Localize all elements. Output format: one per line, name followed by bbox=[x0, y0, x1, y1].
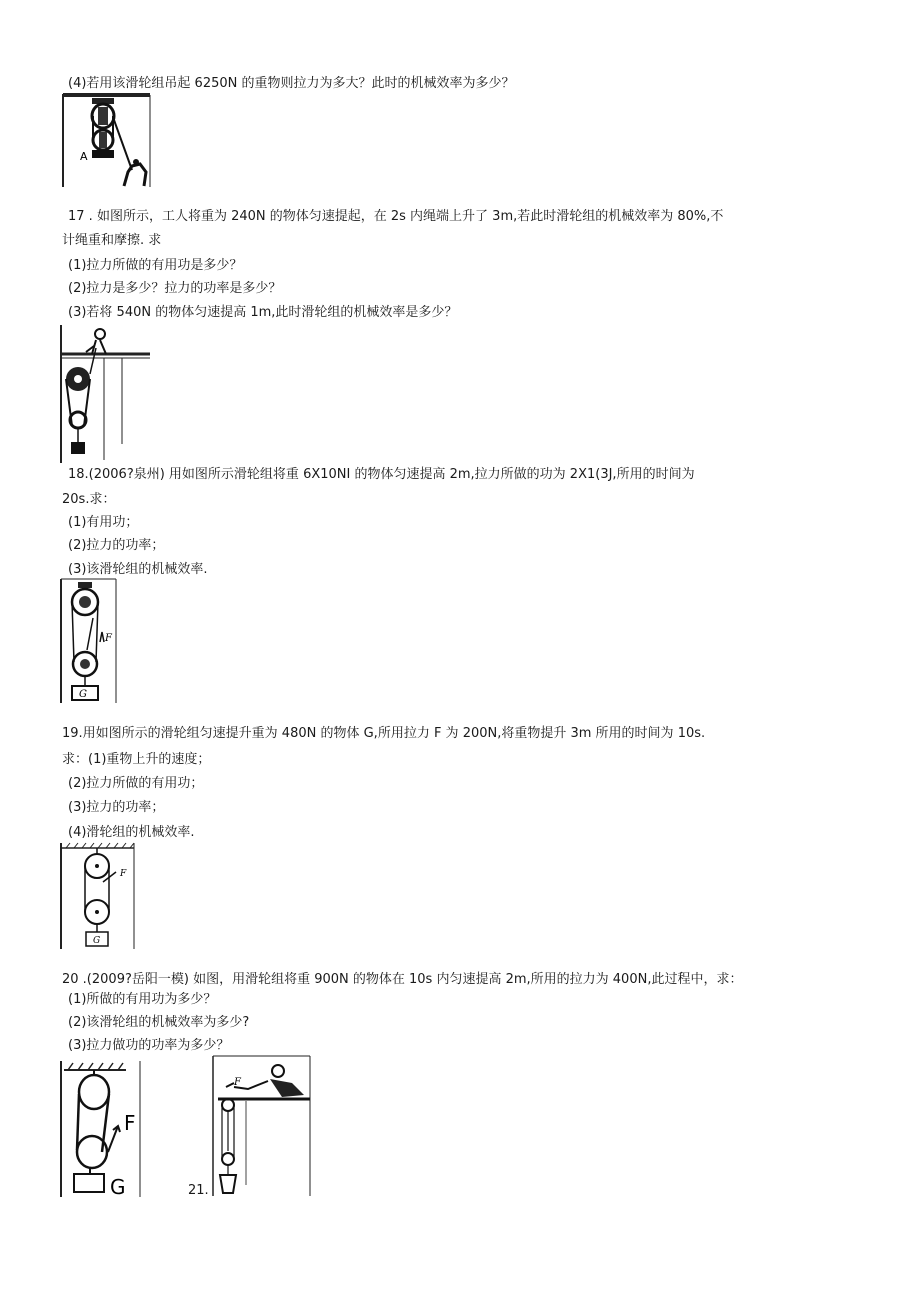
q16-part4: (4)若用该滑轮组吊起 6250N 的重物则拉力为多大？此时的机械效率为多少？ bbox=[68, 76, 515, 91]
q18-figure bbox=[60, 578, 118, 704]
q19-intro: 19.用如图所示的滑轮组匀速提升重为 480N 的物体 G,所用拉力 F 为 200N,将重物提升 3m 所用的时间为 10s. bbox=[62, 726, 706, 741]
q19-figure bbox=[60, 842, 136, 950]
pulley-worker-figure-icon bbox=[62, 92, 152, 188]
pulley-figure-icon bbox=[60, 1060, 144, 1198]
q20-part1: (1)所做的有用功为多少？ bbox=[68, 992, 217, 1007]
pulley-figure-icon bbox=[60, 842, 136, 950]
q16-figure bbox=[62, 92, 152, 188]
q19-part4: (4)滑轮组的机械效率. bbox=[68, 825, 195, 840]
q18-intro-line2: 20s.求： bbox=[62, 492, 116, 507]
pulley-worker-bucket-figure-icon bbox=[212, 1055, 312, 1197]
q21-number: 21. bbox=[188, 1183, 209, 1198]
q17-intro-line1: 17 . 如图所示，工人将重为 240N 的物体匀速提起，在 2s 内绳端上升了 3m,若此时滑轮组的机械效率为 80%,不 bbox=[68, 209, 724, 224]
q18-part2: (2)拉力的功率； bbox=[68, 538, 165, 553]
q20-weight-label: G bbox=[110, 1175, 126, 1198]
q17-part1: (1)拉力所做的有用功是多少？ bbox=[68, 258, 243, 273]
pulley-worker-figure-icon bbox=[60, 324, 152, 464]
q16-figure-label: A bbox=[80, 150, 88, 163]
q18-force-label: F bbox=[105, 633, 112, 644]
q20-part2: (2)该滑轮组的机械效率为多少? bbox=[68, 1015, 250, 1030]
q21-figure bbox=[212, 1055, 312, 1197]
q18-intro-line1: 18.(2006?泉州) 用如图所示滑轮组将重 6X10NI 的物体匀速提高 2m,拉力所做的功为 2X1(3J,所用的时间为 bbox=[68, 467, 695, 482]
q19-weight-label: G bbox=[93, 936, 101, 946]
q17-figure bbox=[60, 324, 152, 464]
q19-part2: (2)拉力所做的有用功； bbox=[68, 776, 204, 791]
q20-figure bbox=[60, 1060, 144, 1198]
q20-part3: (3)拉力做功的功率为多少？ bbox=[68, 1038, 230, 1053]
q17-part3: (3)若将 540N 的物体匀速提高 1m,此时滑轮组的机械效率是多少？ bbox=[68, 305, 458, 320]
q18-weight-label: G bbox=[79, 689, 87, 700]
q18-part3: (3)该滑轮组的机械效率. bbox=[68, 562, 208, 577]
q19-part3: (3)拉力的功率； bbox=[68, 800, 165, 815]
q17-part2: (2)拉力是多少？拉力的功率是多少？ bbox=[68, 281, 282, 296]
q20-intro: 20 .(2009?岳阳一模) 如图，用滑轮组将重 900N 的物体在 10s 内匀速提高 2m,所用的拉力为 400N,此过程中，求： bbox=[62, 972, 743, 987]
q21-force-label: F bbox=[234, 1077, 241, 1088]
q19-force-label: F bbox=[120, 869, 127, 879]
q20-force-label: F bbox=[124, 1111, 136, 1135]
pulley-figure-icon bbox=[60, 578, 118, 704]
q17-intro-line2: 计绳重和摩擦. 求 bbox=[62, 233, 162, 248]
q19-part1: 求：(1)重物上升的速度； bbox=[62, 752, 211, 767]
q18-part1: (1)有用功； bbox=[68, 515, 139, 530]
